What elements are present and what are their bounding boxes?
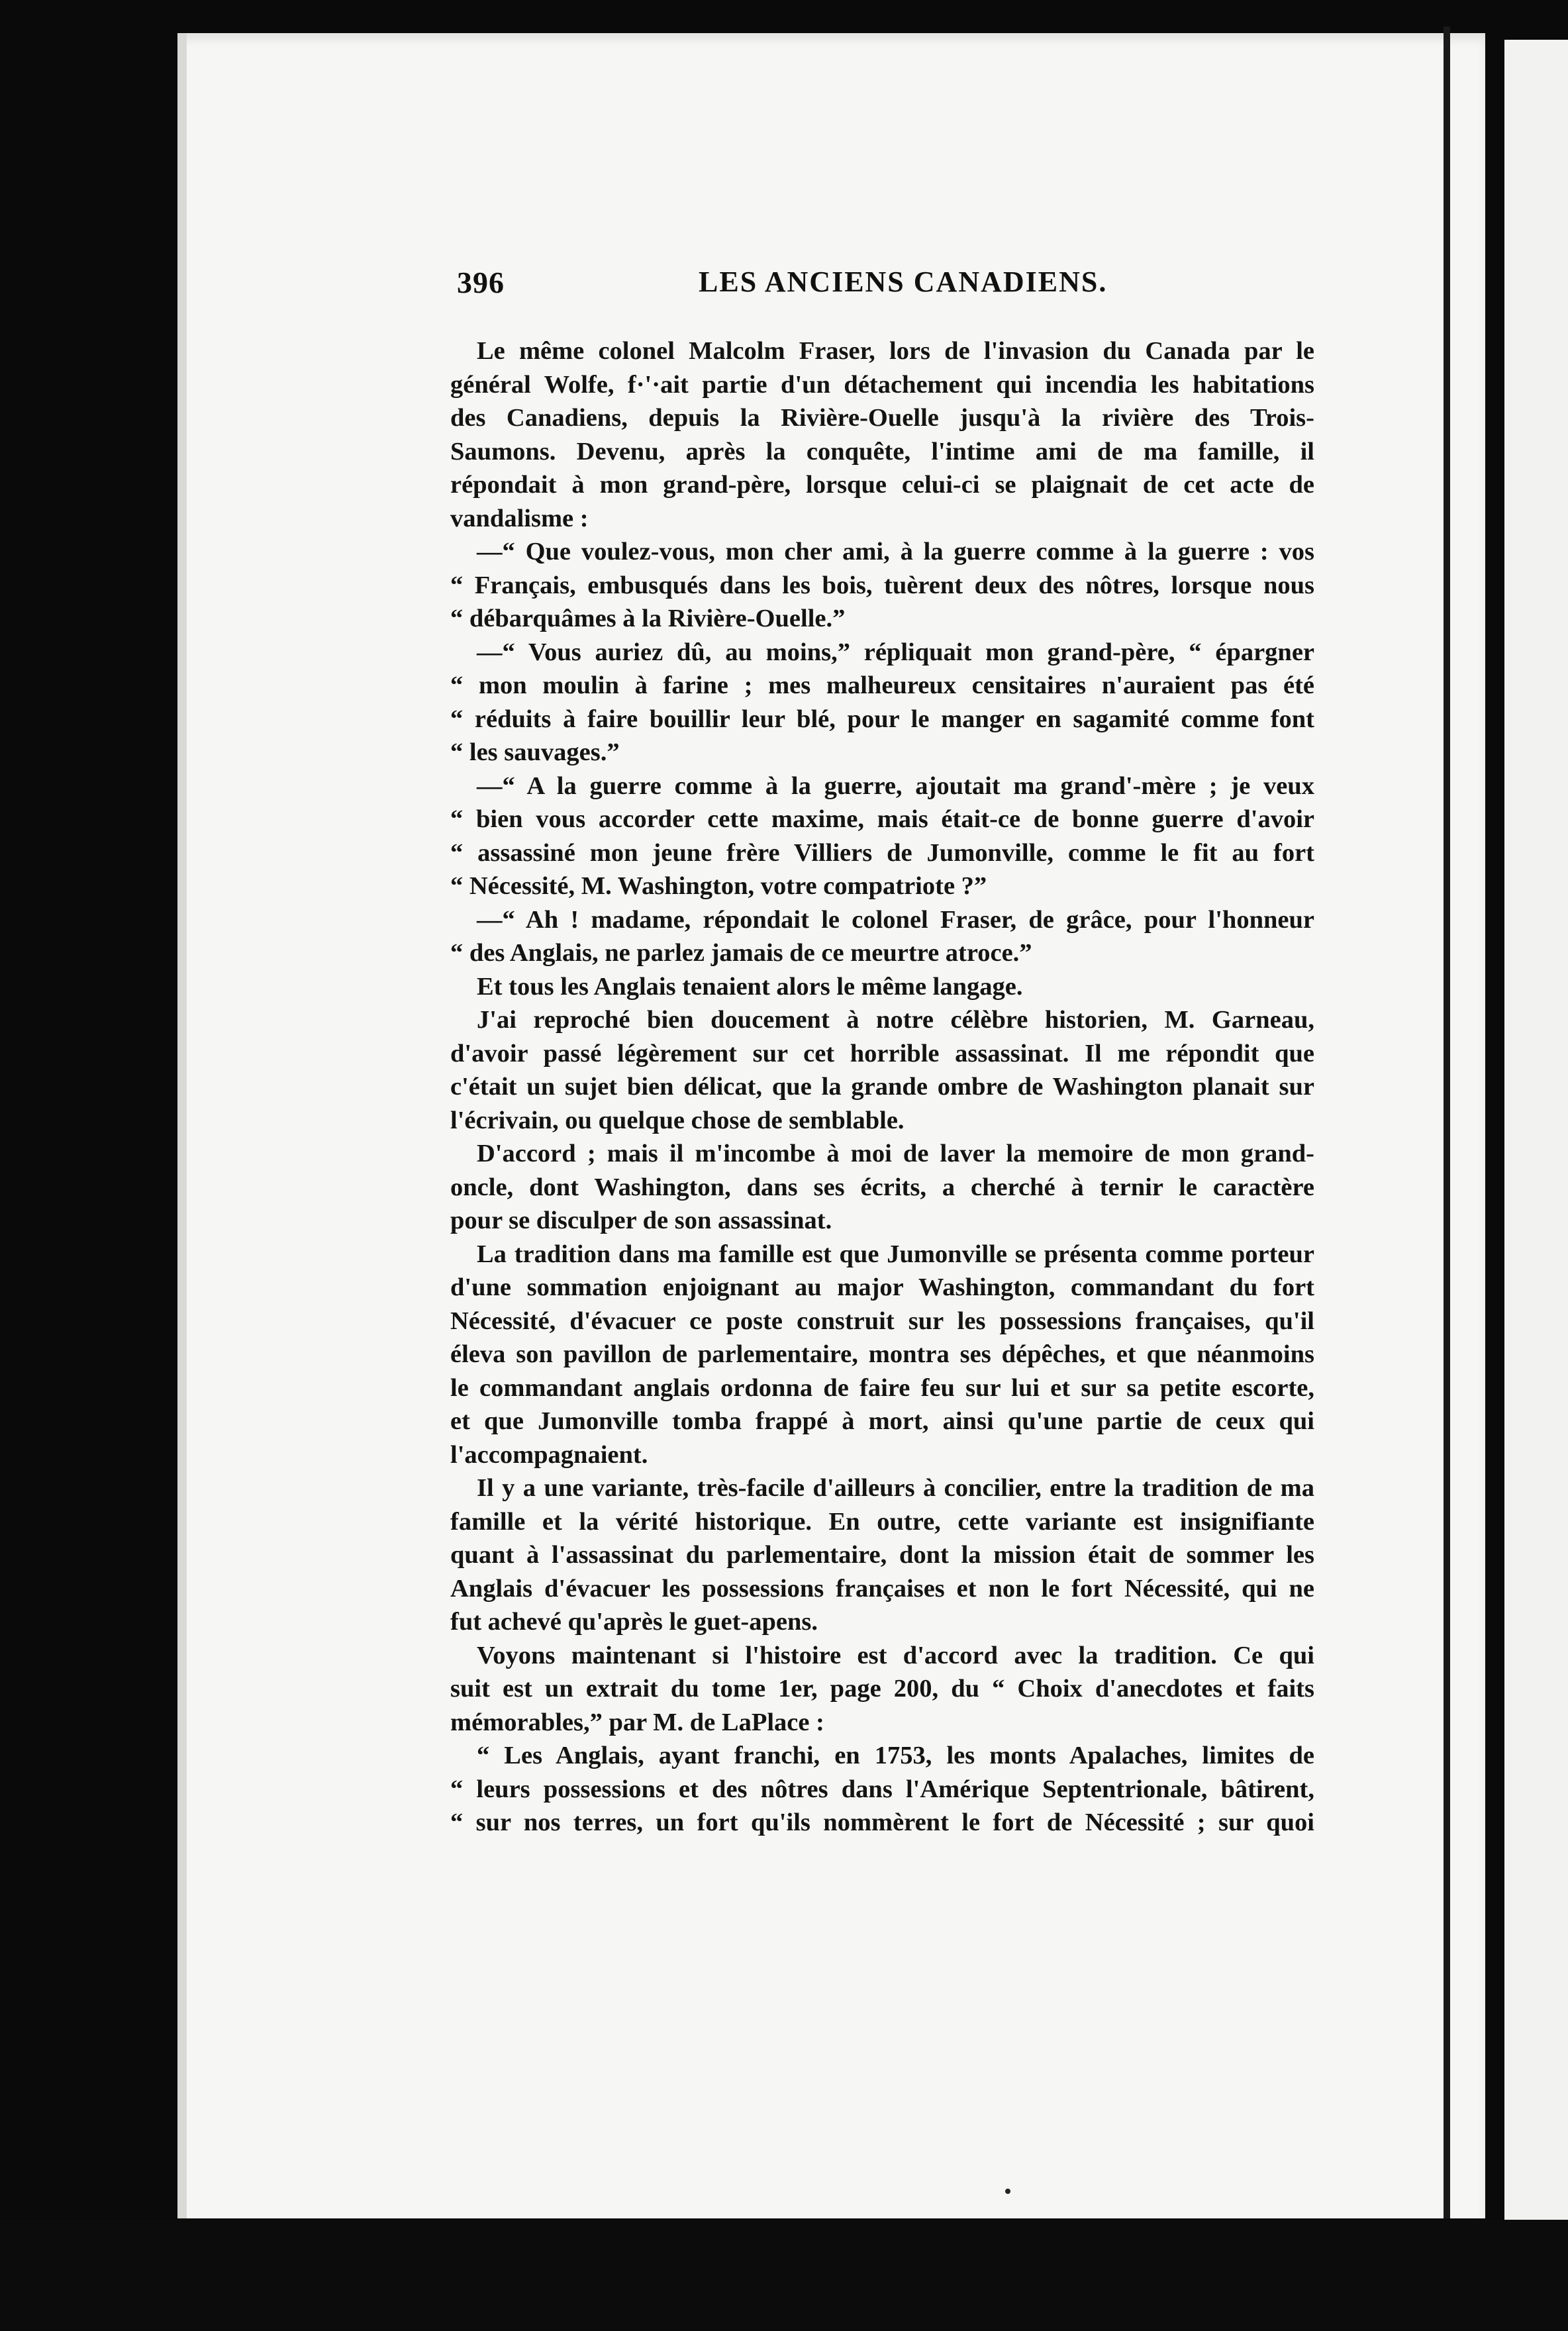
page-number: 396 <box>457 266 505 299</box>
scan-bottom-border <box>0 2220 1568 2331</box>
text-line: oncle, dont Washington, dans ses écrits, a cherché à ternir le caractère <box>450 1173 1314 1201</box>
text-line: l'écrivain, ou quelque chose de semblable. <box>450 1106 905 1134</box>
text-line: Anglais d'évacuer les possessions françaises et non le fort Nécessité, qui ne <box>450 1574 1314 1603</box>
text-line: c'était un sujet bien délicat, que la grande ombre de Washington planait sur <box>450 1073 1314 1101</box>
text-line: “ leurs possessions et des nôtres dans l'Amérique Septentrionale, bâtirent, <box>450 1775 1314 1803</box>
text-line: “ bien vous accorder cette maxime, mais était-ce de bonne guerre d'avoir <box>450 805 1314 833</box>
text-line: famille et la vérité historique. En outre, cette variante est insignifiante <box>450 1507 1314 1536</box>
text-line: La tradition dans ma famille est que Jumonville se présenta comme porteur <box>477 1240 1314 1268</box>
text-line: d'une sommation enjoignant au major Washington, commandant du fort <box>450 1273 1314 1301</box>
text-line: Voyons maintenant si l'histoire est d'accord avec la tradition. Ce qui <box>477 1641 1314 1669</box>
text-line: mémorables,” par M. de LaPlace : <box>450 1708 824 1736</box>
text-line: d'avoir passé légèrement sur cet horrible assassinat. Il me répondit que <box>450 1039 1314 1067</box>
text-line: l'accompagnaient. <box>450 1440 648 1469</box>
text-line: suit est un extrait du tome 1er, page 200, du “ Choix d'anecdotes et faits <box>450 1675 1314 1703</box>
text-line: “ des Anglais, ne parlez jamais de ce meurtre atroce.” <box>450 939 1032 967</box>
text-line: “ les sauvages.” <box>450 738 620 766</box>
text-line: “ assassiné mon jeune frère Villiers de Jumonville, comme le fit au fort <box>450 838 1314 867</box>
text-line: des Canadiens, depuis la Rivière-Ouelle jusqu'à la rivière des Trois- <box>450 404 1314 432</box>
text-line: —“ A la guerre comme à la guerre, ajoutait ma grand'-mère ; je veux <box>477 771 1314 800</box>
text-line: J'ai reproché bien doucement à notre célèbre historien, M. Garneau, <box>477 1006 1314 1034</box>
text-line: Il y a une variante, très-facile d'ailleurs à concilier, entre la tradition de ma <box>477 1474 1314 1502</box>
text-line: “ Les Anglais, ayant franchi, en 1753, les monts Apalaches, limites de <box>477 1742 1314 1769</box>
text-line: “ sur nos terres, un fort qu'ils nommèrent le fort de Nécessité ; sur quoi <box>450 1809 1314 1836</box>
text-line: —“ Que voulez-vous, mon cher ami, à la guerre comme à la guerre : vos <box>477 538 1314 566</box>
text-line: et que Jumonville tomba frappé à mort, ainsi qu'une partie de ceux qui <box>450 1407 1314 1435</box>
text-line: Saumons. Devenu, après la conquête, l'intime ami de ma famille, il <box>450 437 1314 466</box>
text-line: général Wolfe, f·'·ait partie d'un détachement qui incendia les habitations <box>450 370 1314 399</box>
page-gutter-edge <box>1444 26 1450 2218</box>
text-line: Le même colonel Malcolm Fraser, lors de l'invasion du Canada par le <box>477 337 1314 365</box>
text-line: répondait à mon grand-père, lorsque celui-ci se plaignait de cet acte de <box>450 471 1314 499</box>
text-line: le commandant anglais ordonna de faire feu sur lui et sur sa petite escorte, <box>450 1373 1314 1402</box>
text-line: “ débarquâmes à la Rivière-Ouelle.” <box>450 605 846 632</box>
text-line: fut achevé qu'après le guet-apens. <box>450 1608 818 1636</box>
text-line: —“ Vous auriez dû, au moins,” répliquait mon grand-père, “ épargner <box>477 638 1314 666</box>
text-line: D'accord ; mais il m'incombe à moi de laver la memoire de mon grand- <box>477 1140 1314 1167</box>
text-line: “ Français, embusqués dans les bois, tuèrent deux des nôtres, lorsque nous <box>450 571 1314 599</box>
text-line: “ Nécessité, M. Washington, votre compatriote ?” <box>450 872 987 900</box>
text-line: “ mon moulin à farine ; mes malheureux censitaires n'auraient pas été <box>450 671 1314 699</box>
text-line: Nécessité, d'évacuer ce poste construit sur les possessions françaises, qu'il <box>450 1307 1314 1335</box>
text-line: éleva son pavillon de parlementaire, montra ses dépêches, et que néanmoins <box>450 1340 1314 1368</box>
text-line: “ réduits à faire bouillir leur blé, pour le manger en sagamité comme font <box>450 705 1314 733</box>
text-line: quant à l'assassinat du parlementaire, dont la mission était de sommer les <box>450 1541 1314 1569</box>
adjacent-page-strip <box>1504 40 1568 2225</box>
text-line: pour se disculper de son assassinat. <box>450 1207 832 1234</box>
text-line: —“ Ah ! madame, répondait le colonel Fraser, de grâce, pour l'honneur <box>477 905 1314 934</box>
running-title: LES ANCIENS CANADIENS. <box>699 266 1108 298</box>
body-text <box>450 334 1314 1840</box>
running-header <box>457 265 1324 311</box>
text-line: vandalisme : <box>450 504 589 532</box>
print-speck <box>1005 2189 1010 2194</box>
text-line: Et tous les Anglais tenaient alors le même langage. <box>477 972 1023 1001</box>
